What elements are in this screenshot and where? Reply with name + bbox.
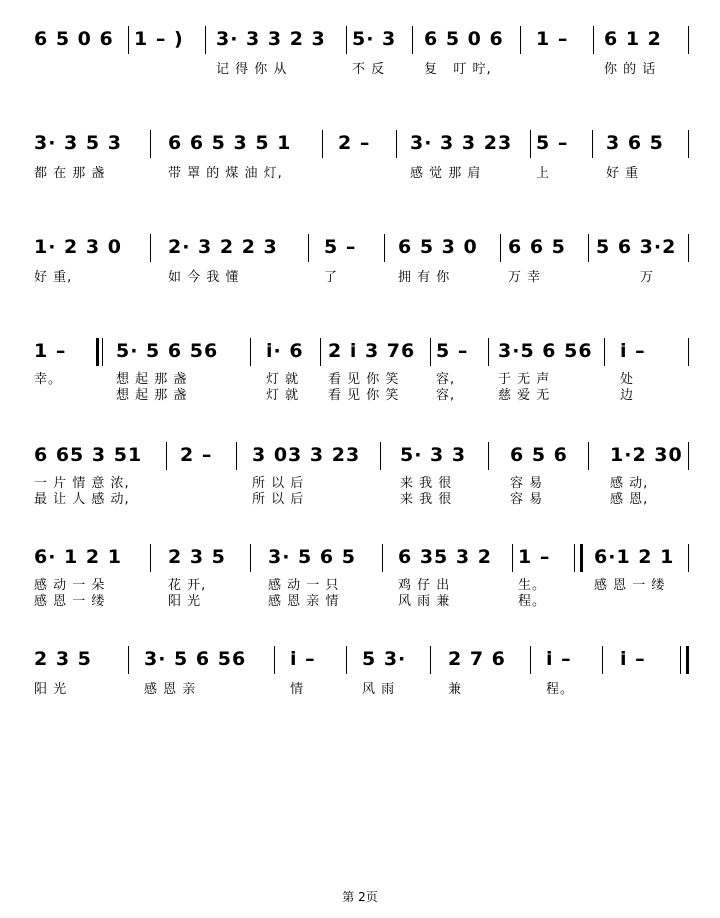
measure: 5· 5 6 56 <box>116 340 219 362</box>
measure: i – <box>546 648 572 670</box>
barline <box>308 234 309 262</box>
measure: 2 3 5 <box>34 648 92 670</box>
barline <box>380 442 381 470</box>
lyric-text: 鸡 仔 出 <box>398 578 451 593</box>
lyric-text: 所 以 后 <box>252 476 305 491</box>
lyric-text: 情 <box>290 682 305 697</box>
lyric-text: 感 恩, <box>610 492 649 507</box>
barline <box>205 26 206 54</box>
lyric-text: 都 在 那 盏 <box>34 166 106 181</box>
final-barline <box>680 646 681 674</box>
measure: 5 – <box>536 132 569 154</box>
measure: 5 – <box>436 340 469 362</box>
lyric-text: 容, <box>436 372 456 387</box>
notation-line <box>0 28 720 58</box>
repeat-start-barline <box>96 338 99 366</box>
measure: 5 6 3·2 <box>596 236 677 258</box>
lyric-text: 处 <box>620 372 635 387</box>
measure: 1·2 30 <box>610 444 683 466</box>
barline <box>250 338 251 366</box>
final-barline-thick <box>686 646 689 674</box>
barline <box>530 646 531 674</box>
lyric-text: 感 恩 一 缕 <box>34 594 106 609</box>
lyric-text: 感 恩 一 缕 <box>594 578 666 593</box>
measure: 2 – <box>180 444 213 466</box>
measure: 2 i 3 76 <box>328 340 416 362</box>
barline <box>688 234 689 262</box>
barline <box>128 646 129 674</box>
lyrics-line <box>0 678 720 698</box>
barline <box>688 26 689 54</box>
measure: 5· 3 <box>352 28 397 50</box>
lyric-text: 慈 爱 无 <box>498 388 551 403</box>
barline <box>320 338 321 366</box>
lyric-text: 感 动 一 朵 <box>34 578 106 593</box>
lyric-text: 好 重 <box>606 166 640 181</box>
lyric-text: 幸。 <box>34 372 63 387</box>
measure: 1 – ) <box>134 28 184 50</box>
measure: 5· 3 3 <box>400 444 467 466</box>
barline <box>384 234 385 262</box>
lyric-text: 好 重, <box>34 270 73 285</box>
measure: 1 – <box>536 28 569 50</box>
measure: 1 – <box>518 546 551 568</box>
measure: 1 – <box>34 340 67 362</box>
lyric-text: 风 雨 兼 <box>398 594 451 609</box>
measure: 5 – <box>324 236 357 258</box>
measure: 3· 5 6 56 <box>144 648 247 670</box>
barline <box>688 130 689 158</box>
barline <box>593 26 594 54</box>
barline <box>500 234 501 262</box>
barline <box>592 130 593 158</box>
measure: 3 6 5 <box>606 132 664 154</box>
measure: i – <box>620 340 646 362</box>
lyric-text: 程。 <box>546 682 575 697</box>
measure: 2 3 5 <box>168 546 226 568</box>
measure: 6 6 5 <box>508 236 566 258</box>
lyric-text: 阳 光 <box>34 682 68 697</box>
lyric-text: 风 雨 <box>362 682 396 697</box>
measure: 6 6 5 3 5 1 <box>168 132 292 154</box>
barline <box>346 26 347 54</box>
barline <box>688 544 689 572</box>
page-number: 第 2页 <box>342 890 378 904</box>
lyric-text: 灯 就 <box>266 372 300 387</box>
lyric-text: 边 <box>620 388 635 403</box>
barline <box>166 442 167 470</box>
barline <box>412 26 413 54</box>
lyric-text: 感 恩 亲 <box>144 682 197 697</box>
notation-line <box>0 546 720 576</box>
lyric-text: 容 易 <box>510 476 544 491</box>
measure: 6 5 6 <box>510 444 568 466</box>
notation-line <box>0 444 720 474</box>
barline <box>322 130 323 158</box>
lyric-text: 来 我 很 <box>400 476 453 491</box>
lyric-text: 看 见 你 笑 <box>328 372 400 387</box>
lyric-text: 带 罩 的 煤 油 灯, <box>168 166 283 181</box>
barline <box>688 338 689 366</box>
lyrics-line <box>0 162 720 182</box>
notation-line <box>0 340 720 370</box>
barline <box>250 544 251 572</box>
lyric-text: 一 片 情 意 浓, <box>34 476 130 491</box>
notation-line <box>0 236 720 266</box>
lyrics-line-verse-2 <box>0 488 720 508</box>
barline <box>588 442 589 470</box>
measure: 2· 3 2 2 3 <box>168 236 278 258</box>
measure: 6· 1 2 1 <box>34 546 122 568</box>
barline <box>512 544 513 572</box>
repeat-end-barline-thick <box>580 544 583 572</box>
lyrics-line <box>0 58 720 78</box>
lyric-text: 程。 <box>518 594 547 609</box>
barline <box>150 130 151 158</box>
barline <box>430 338 431 366</box>
barline <box>588 234 589 262</box>
measure: 6·1 2 1 <box>594 546 675 568</box>
barline <box>396 130 397 158</box>
barline <box>488 442 489 470</box>
measure: 6 35 3 2 <box>398 546 492 568</box>
lyric-text: 感 动, <box>610 476 649 491</box>
measure: 6 5 0 6 <box>34 28 114 50</box>
measure: 6 5 3 0 <box>398 236 478 258</box>
lyrics-line-verse-2 <box>0 384 720 404</box>
lyric-text: 来 我 很 <box>400 492 453 507</box>
lyrics-line-verse-2 <box>0 590 720 610</box>
lyric-text: 不 反 <box>352 62 386 77</box>
barline <box>128 26 129 54</box>
barline <box>520 26 521 54</box>
measure: 6 5 0 6 <box>424 28 504 50</box>
lyric-text: 复 叮 咛, <box>424 62 492 77</box>
barline <box>430 646 431 674</box>
barline <box>382 544 383 572</box>
measure: 2 7 6 <box>448 648 506 670</box>
barline <box>150 544 151 572</box>
notation-line <box>0 132 720 162</box>
lyric-text: 花 开, <box>168 578 207 593</box>
measure: 3· 3 3 23 <box>410 132 513 154</box>
lyric-text: 生。 <box>518 578 547 593</box>
lyric-text: 容 易 <box>510 492 544 507</box>
measure: 3· 5 6 5 <box>268 546 356 568</box>
barline <box>488 338 489 366</box>
repeat-end-barline <box>574 544 575 572</box>
lyric-text: 看 见 你 笑 <box>328 388 400 403</box>
barline <box>602 646 603 674</box>
measure: 6 1 2 <box>604 28 662 50</box>
lyric-text: 兼 <box>448 682 463 697</box>
measure: 6 65 3 51 <box>34 444 143 466</box>
barline <box>150 234 151 262</box>
lyric-text: 灯 就 <box>266 388 300 403</box>
lyric-text: 想 起 那 盏 <box>116 388 188 403</box>
notation-line <box>0 648 720 678</box>
lyric-text: 记 得 你 从 <box>216 62 288 77</box>
lyric-text: 万 <box>640 270 655 285</box>
lyrics-line <box>0 266 720 286</box>
barline <box>102 338 103 366</box>
lyric-text: 感 觉 那 肩 <box>410 166 482 181</box>
barline <box>274 646 275 674</box>
lyric-text: 了 <box>324 270 339 285</box>
barline <box>604 338 605 366</box>
measure: 5 3· <box>362 648 407 670</box>
lyric-text: 于 无 声 <box>498 372 551 387</box>
measure: i – <box>290 648 316 670</box>
lyric-text: 容, <box>436 388 456 403</box>
lyric-text: 最 让 人 感 动, <box>34 492 130 507</box>
measure: 2 – <box>338 132 371 154</box>
barline <box>530 130 531 158</box>
lyric-text: 拥 有 你 <box>398 270 451 285</box>
barline <box>688 442 689 470</box>
lyric-text: 上 <box>536 166 551 181</box>
barline <box>236 442 237 470</box>
lyric-text: 所 以 后 <box>252 492 305 507</box>
measure: 1· 2 3 0 <box>34 236 122 258</box>
lyric-text: 想 起 那 盏 <box>116 372 188 387</box>
lyric-text: 阳 光 <box>168 594 202 609</box>
measure: 3·5 6 56 <box>498 340 593 362</box>
lyric-text: 万 幸 <box>508 270 542 285</box>
barline <box>346 646 347 674</box>
measure: i – <box>620 648 646 670</box>
measure: 3 03 3 23 <box>252 444 361 466</box>
lyric-text: 如 今 我 懂 <box>168 270 240 285</box>
lyric-text: 你 的 话 <box>604 62 657 77</box>
lyric-text: 感 恩 亲 情 <box>268 594 340 609</box>
measure: 3· 3 3 2 3 <box>216 28 326 50</box>
measure: i· 6 <box>266 340 304 362</box>
measure: 3· 3 5 3 <box>34 132 122 154</box>
lyric-text: 感 动 一 只 <box>268 578 340 593</box>
